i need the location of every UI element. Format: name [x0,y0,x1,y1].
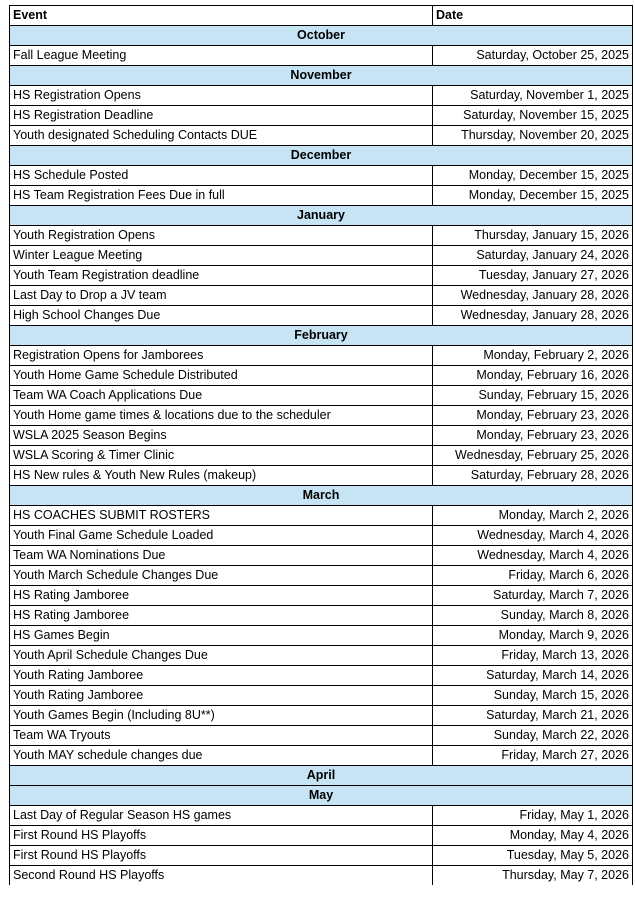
event-cell: Registration Opens for Jamborees [10,346,433,366]
table-row [10,46,633,66]
event-cell: Youth March Schedule Changes Due [10,566,433,586]
date-cell: Saturday, February 28, 2026 [433,466,633,486]
month-header-row [10,206,633,226]
date-cell: Wednesday, March 4, 2026 [433,546,633,566]
month-header-row [10,326,633,346]
table-row [10,406,633,426]
month-header-row [10,66,633,86]
table-row [10,126,633,146]
event-cell: Youth designated Scheduling Contacts DUE [10,126,433,146]
event-cell: Fall League Meeting [10,46,433,66]
month-header-row [10,786,633,806]
date-cell: Wednesday, February 25, 2026 [433,446,633,466]
event-cell: Winter League Meeting [10,246,433,266]
table-row [10,706,633,726]
date-cell: Saturday, January 24, 2026 [433,246,633,266]
event-cell: Youth Games Begin (Including 8U**) [10,706,433,726]
date-cell: Sunday, March 22, 2026 [433,726,633,746]
table-row [10,466,633,486]
table-row [10,806,633,826]
date-cell: Monday, March 9, 2026 [433,626,633,646]
date-cell: Monday, February 2, 2026 [433,346,633,366]
table-row [10,386,633,406]
event-cell: Second Round HS Playoffs [10,866,433,886]
date-cell: Wednesday, January 28, 2026 [433,286,633,306]
date-cell: Monday, February 23, 2026 [433,426,633,446]
table-row [10,106,633,126]
table-row [10,286,633,306]
event-cell: WSLA Scoring & Timer Clinic [10,446,433,466]
date-cell: Friday, March 13, 2026 [433,646,633,666]
event-cell: Youth Registration Opens [10,226,433,246]
event-cell: Last Day to Drop a JV team [10,286,433,306]
date-cell: Tuesday, January 27, 2026 [433,266,633,286]
table-row [10,606,633,626]
table-row [10,866,633,886]
date-cell: Monday, December 15, 2025 [433,166,633,186]
event-cell: HS Registration Deadline [10,106,433,126]
event-cell: Youth Home Game Schedule Distributed [10,366,433,386]
table-row [10,166,633,186]
date-cell: Friday, May 1, 2026 [433,806,633,826]
table-row [10,666,633,686]
table-row [10,266,633,286]
table-row [10,186,633,206]
table-row [10,646,633,666]
month-label: April [10,766,633,786]
date-cell: Saturday, March 14, 2026 [433,666,633,686]
event-column-header: Event [10,6,433,26]
schedule-body [10,26,633,886]
table-row [10,726,633,746]
schedule-table [9,5,633,885]
date-cell: Wednesday, January 28, 2026 [433,306,633,326]
event-cell: Team WA Nominations Due [10,546,433,566]
event-cell: Youth Final Game Schedule Loaded [10,526,433,546]
table-row [10,526,633,546]
table-row [10,346,633,366]
month-header-row [10,766,633,786]
date-cell: Thursday, January 15, 2026 [433,226,633,246]
event-cell: Youth Rating Jamboree [10,686,433,706]
event-cell: First Round HS Playoffs [10,846,433,866]
event-cell: HS Schedule Posted [10,166,433,186]
month-header-row [10,146,633,166]
date-column-header: Date [433,6,633,26]
event-cell: HS Rating Jamboree [10,586,433,606]
date-cell: Sunday, February 15, 2026 [433,386,633,406]
date-cell: Friday, March 6, 2026 [433,566,633,586]
table-row [10,586,633,606]
date-cell: Saturday, November 15, 2025 [433,106,633,126]
date-cell: Saturday, March 7, 2026 [433,586,633,606]
event-cell: Youth MAY schedule changes due [10,746,433,766]
event-cell: HS New rules & Youth New Rules (makeup) [10,466,433,486]
date-cell: Monday, February 16, 2026 [433,366,633,386]
event-cell: HS Games Begin [10,626,433,646]
header-row [10,6,633,26]
date-cell: Saturday, November 1, 2025 [433,86,633,106]
table-row [10,826,633,846]
table-row [10,846,633,866]
table-row [10,566,633,586]
month-label: February [10,326,633,346]
event-cell: HS Registration Opens [10,86,433,106]
event-cell: Last Day of Regular Season HS games [10,806,433,826]
table-row [10,506,633,526]
date-cell: Tuesday, May 5, 2026 [433,846,633,866]
date-cell: Thursday, November 20, 2025 [433,126,633,146]
month-label: January [10,206,633,226]
event-cell: HS COACHES SUBMIT ROSTERS [10,506,433,526]
date-cell: Monday, March 2, 2026 [433,506,633,526]
table-row [10,546,633,566]
table-row [10,446,633,466]
event-cell: Youth April Schedule Changes Due [10,646,433,666]
event-cell: HS Rating Jamboree [10,606,433,626]
month-label: March [10,486,633,506]
date-cell: Monday, February 23, 2026 [433,406,633,426]
date-cell: Sunday, March 15, 2026 [433,686,633,706]
month-label: May [10,786,633,806]
month-label: October [10,26,633,46]
table-row [10,626,633,646]
month-label: November [10,66,633,86]
table-row [10,366,633,386]
event-cell: Youth Rating Jamboree [10,666,433,686]
event-cell: Youth Home game times & locations due to the scheduler [10,406,433,426]
table-row [10,86,633,106]
table-row [10,226,633,246]
event-cell: HS Team Registration Fees Due in full [10,186,433,206]
date-cell: Saturday, October 25, 2025 [433,46,633,66]
date-cell: Thursday, May 7, 2026 [433,866,633,886]
date-cell: Monday, December 15, 2025 [433,186,633,206]
table-row [10,746,633,766]
table-row [10,306,633,326]
date-cell: Monday, May 4, 2026 [433,826,633,846]
event-cell: High School Changes Due [10,306,433,326]
month-header-row [10,26,633,46]
table-row [10,246,633,266]
event-cell: First Round HS Playoffs [10,826,433,846]
event-cell: Team WA Tryouts [10,726,433,746]
event-cell: Youth Team Registration deadline [10,266,433,286]
date-cell: Friday, March 27, 2026 [433,746,633,766]
table-row [10,686,633,706]
date-cell: Wednesday, March 4, 2026 [433,526,633,546]
event-cell: WSLA 2025 Season Begins [10,426,433,446]
month-label: December [10,146,633,166]
table-row [10,426,633,446]
date-cell: Saturday, March 21, 2026 [433,706,633,726]
date-cell: Sunday, March 8, 2026 [433,606,633,626]
month-header-row [10,486,633,506]
event-cell: Team WA Coach Applications Due [10,386,433,406]
